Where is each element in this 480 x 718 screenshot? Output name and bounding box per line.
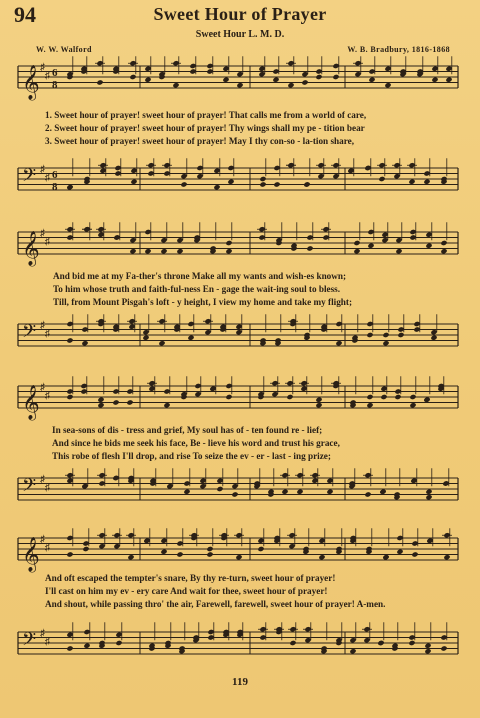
lyric-line: Till, from Mount Pisgah's loft - y height, I view my home and take my flight; <box>53 297 353 307</box>
svg-text:♯: ♯ <box>45 636 50 648</box>
svg-text:𝄢: 𝄢 <box>22 475 37 501</box>
hymn-number: 94 <box>14 2 36 27</box>
treble-staff <box>0 376 480 430</box>
lyric-line: And shout, while passing thro' the air, Farewell, farewell, sweet hour of prayer! A-men. <box>45 599 386 609</box>
svg-text:♯: ♯ <box>45 542 50 554</box>
lyric-line: And bid me at my Fa-ther's throne Make all my wants and wish-es known; <box>53 271 347 281</box>
lyrics-block <box>45 109 470 148</box>
svg-text:𝄞: 𝄞 <box>22 231 40 266</box>
treble-staff <box>0 222 480 276</box>
svg-text:𝄢: 𝄢 <box>22 321 37 347</box>
words-attribution: W. W. Walford <box>36 45 92 54</box>
svg-text:♯: ♯ <box>40 474 45 485</box>
svg-text:♯: ♯ <box>45 236 50 248</box>
bass-staff <box>0 468 480 520</box>
lyrics-block <box>53 270 478 309</box>
svg-text:♯: ♯ <box>45 328 50 340</box>
svg-text:♯: ♯ <box>40 534 45 545</box>
svg-text:𝄢: 𝄢 <box>22 629 37 655</box>
lyric-line: In sea-sons of dis - tress and grief, My soul has of - ten found re - lief; <box>52 425 323 435</box>
svg-text:𝄞: 𝄞 <box>22 537 40 572</box>
lyric-line: And since he bids me seek his face, Be - lieve his word and trust his grace, <box>52 438 340 448</box>
svg-text:♯: ♯ <box>45 482 50 494</box>
page-number: 119 <box>232 676 248 688</box>
lyric-line: I'll cast on him my ev - ery care And wait for thee, sweet hour of prayer! <box>45 586 328 596</box>
lyric-line: And oft escaped the tempter's snare, By thy re-turn, sweet hour of prayer! <box>45 573 336 583</box>
hymn-title: Sweet Hour of Prayer <box>153 4 327 24</box>
svg-text:♯: ♯ <box>45 390 50 402</box>
svg-text:𝄢: 𝄢 <box>22 165 37 191</box>
music-attribution: W. B. Bradbury, 1816-1868 <box>347 45 450 54</box>
lyric-line: To him whose truth and faith-ful-ness En - gage the wait-ing soul to bless. <box>53 284 341 294</box>
svg-text:8: 8 <box>52 79 58 91</box>
bass-staff <box>0 158 480 208</box>
bass-staff <box>0 314 480 364</box>
svg-text:♯: ♯ <box>40 164 45 175</box>
svg-text:♯: ♯ <box>45 172 50 184</box>
svg-text:6: 6 <box>52 169 58 181</box>
lyric-line: 2. Sweet hour of prayer! sweet hour of prayer! Thy wings shall my pe - tition bear <box>45 123 365 133</box>
tune-name: Sweet Hour L. M. D. <box>195 29 285 40</box>
svg-text:♯: ♯ <box>40 320 45 331</box>
svg-text:♯: ♯ <box>40 382 45 393</box>
svg-text:♯: ♯ <box>45 70 50 82</box>
bass-staff <box>0 622 480 672</box>
treble-staff <box>0 56 480 110</box>
svg-text:♯: ♯ <box>40 628 45 639</box>
svg-text:8: 8 <box>52 181 58 193</box>
svg-text:𝄞: 𝄞 <box>22 65 40 100</box>
svg-text:6: 6 <box>52 67 58 79</box>
svg-text:♯: ♯ <box>40 62 45 73</box>
svg-text:♯: ♯ <box>40 228 45 239</box>
lyrics-block <box>45 572 470 611</box>
lyrics-block <box>52 424 477 463</box>
lyric-line: 3. Sweet hour of prayer! sweet hour of prayer! May I thy con-so - la-tion share, <box>45 136 355 146</box>
lyric-line: 1. Sweet hour of prayer! sweet hour of prayer! That calls me from a world of care, <box>45 110 367 120</box>
svg-text:𝄞: 𝄞 <box>22 385 40 420</box>
lyric-line: This robe of flesh I'll drop, and rise To seize the ev - er - last - ing prize; <box>52 451 331 461</box>
